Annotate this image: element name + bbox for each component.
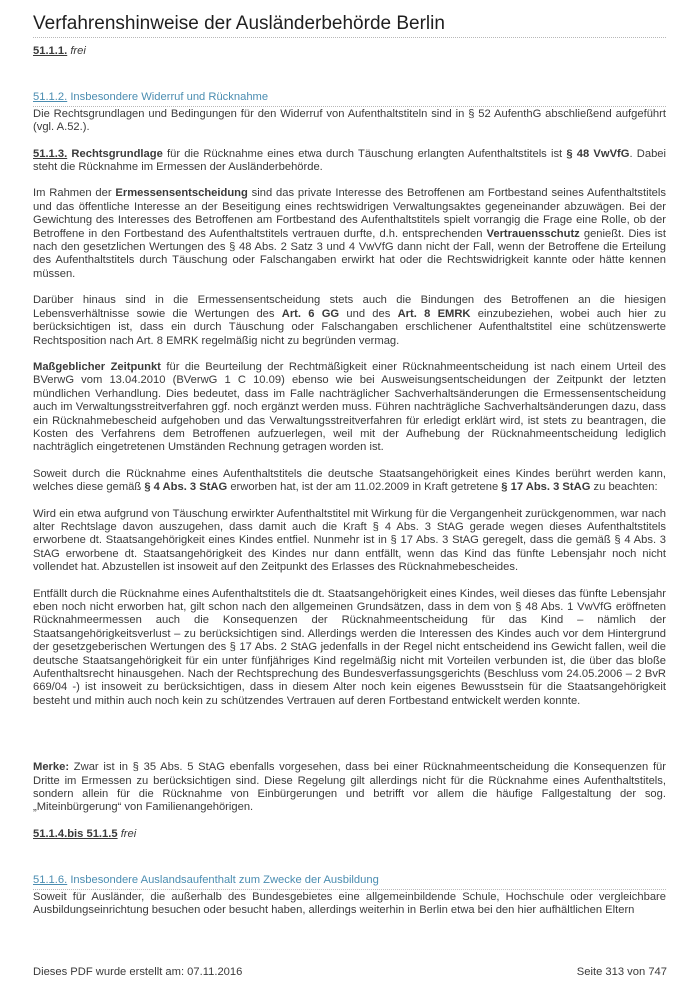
paragraph-bindungen — [33, 294, 666, 348]
paragraph-alte-rechtslage: Wird ein etwa aufgrund von Täuschung erwirkter Aufenthaltstitel mit Wirkung für die Vergangenheit zurückgenommen, war nach alter Rechtslage davon auszugehen, dass damit auch die Kraft § 4 Abs. 3 StAG gerade wegen dieses Aufenthaltstitels erworbene dt. Staatsangehörigkeit eines Kindes entfiel. Nunmehr ist in § 17 Abs. 3 StAG geregelt, dass die gemäß § 4 Abs. 3 StAG erworbene dt. Staatsangehörigkeit des Kindes nur dann entfällt, wenn das Kind das fünfte Lebensjahr noch nicht vollendet hat. Abzustellen ist insoweit auf den Zeitpunkt des Erlasses des Rücknahmebescheides. — [33, 507, 666, 574]
text-run: Darüber hinaus sind in die Ermessensentscheidung stets auch die Bindungen des Betroffenen an die hiesigen Lebensverhältnisse sowie die Wertungen des — [33, 294, 666, 320]
paragraph-widerruf: Die Rechtsgrundlagen und Bedingungen für den Widerruf von Aufenthaltstiteln sind in § 52 AufenthG abschließend aufgeführt (vgl. A.52.). — [33, 107, 666, 134]
bold-term: Maßgeblicher Zeitpunkt — [33, 360, 161, 373]
paragraph-fuenftes-lebensjahr: Entfällt durch die Rücknahme eines Aufenthaltstitels die dt. Staatsangehörigkeit eines Kindes, weil dieses das fünfte Lebensjahr eben noch nicht erworben hat, gilt schon nach den allgemeinen Grundsätzen, dass in dem von § 48 Abs. 1 VwVfG eröffneten Rücknahmeermessen auch die Konsequenzen der Rücknahmeentscheidung für das Kind – nämlich der Staatsangehörigkeitsverlust – zu berücksichtigen sind. Allerdings werden die Interessen des Kindes auch vor dem Hintergrund der gesetzgeberischen Wertungen des § 17 Abs. 2 StAG jedenfalls in der Regel nicht entscheidend ins Gewicht fallen, weil die deutsche Staatsangehörigkeit für ein unter fünfjähriges Kind regelmäßig nicht mit Vorteilen verbunden ist, die über das bloße Aufenthaltsrecht hinausgehen. Nach der Rechtsprechung des Bundesverfassungsgerichts (Beschluss vom 24.05.2006 – 2 BvR 669/04 -) ist insoweit zu berücksichtigen, dass in diesem Alter noch kein eigenes Bewusstsein für die Staatsangehörigkeit besteht und mithin auch noch kein zu schützendes Vertrauen auf deren Fortbestand entwickelt werden konnte. — [33, 587, 666, 707]
paragraph-merke — [33, 761, 666, 815]
bold-term: § 48 VwVfG — [566, 147, 630, 160]
page-title: Verfahrenshinweise der Ausländerbehörde Berlin — [33, 13, 445, 34]
text-run: Soweit durch die Rücknahme eines Aufenthaltstitels die deutsche Staatsangehörigkeit eines Kindes berührt werden kann, welches diese gemäß — [33, 467, 666, 494]
text-run: Zwar ist in § 35 Abs. 5 StAG ebenfalls vorgesehen, dass bei einer Rücknahmeentscheidung die Konsequenzen für Dritte im Ermessen zu berücksichtigen sind. Diese Regelung gilt allerdings nicht für die Rücknahme eines Aufenthaltstitels, sondern allein für die Rücknahme von Einbürgerungen und betrifft vor allem die häufige Fallgestaltung der sog. „Miteinbürgerung“ von Familienangehörigen. — [33, 761, 666, 814]
section-number[interactable]: 51.1.3. — [33, 147, 68, 160]
document-body — [33, 44, 666, 918]
bold-term: Art. 6 GG — [281, 307, 340, 320]
section-heading-text: Insbesondere Widerruf und Rücknahme — [70, 91, 269, 104]
section-number-link[interactable]: 51.1.2. — [33, 91, 68, 104]
section-number[interactable]: 51.1.1. — [33, 45, 68, 57]
section-51-1-1 — [33, 45, 666, 58]
bold-term: Vertrauensschutz — [486, 227, 580, 240]
text-run: Im Rahmen der — [33, 187, 116, 200]
text-run: und des — [339, 307, 398, 320]
section-heading-51-1-6 — [33, 874, 666, 889]
bold-term: Merke: — [33, 761, 70, 774]
text-run: . Dabei steht die Rücknahme im Ermessen der Ausländerbehörde. — [33, 147, 667, 174]
text-run: für die Beurteilung der Rechtmäßigkeit einer Rücknahmeentscheidung ist nach einem Urteil des BVerwG vom 13.04.2010 (BVerwG 1 C 10.09) ebenso wie bei Ausweisungsentscheidungen der Zeitpunkt der letzten mündlichen Verhandlung. Dies bedeutet, dass im Falle nachträglicher Sachverhaltsänderungen die Ermessensentscheidung auch im Verwaltungsstreitverfahren ggf. noch ergänzt werden muss. Führen nachträgliche Sachverhaltsänderungen dazu, dass ein Rücknahmebescheid aufgehoben und das Verwaltungsstreitverfahren für erledigt erklärt wird, ist stets zu beantragen, die Kosten des Verfahrens dem Betroffenen aufzuerlegen, weil mit der Aufhebung der Rücknahmeentscheidung lediglich nachträglich eingetretenen Umständen Rechnung getragen worden ist. — [33, 360, 666, 454]
bold-term: Art. 8 EMRK — [397, 307, 471, 320]
section-heading-51-1-2 — [33, 91, 666, 106]
text-run: erworben hat, ist der am 11.02.2009 in Kraft getretene — [227, 481, 502, 494]
paragraph-staatsangehoerigkeit — [33, 468, 666, 495]
text-run: für die Rücknahme eines etwa durch Täuschung erlangten Aufenthaltstitels ist — [162, 147, 567, 160]
paragraph-zeitpunkt — [33, 361, 666, 455]
bold-term: § 4 Abs. 3 StAG — [144, 481, 228, 494]
bold-term: § 17 Abs. 3 StAG — [501, 481, 591, 494]
paragraph-auslandsaufenthalt: Soweit für Ausländer, die außerhalb des Bundesgebietes eine allgemeinbildende Schule, Hochschule oder vergleichbare Ausbildungseinrichtung besuchen oder besucht haben, allerdings weiterhin in Berlin etwa bei den hier aufhältlichen Eltern — [33, 890, 666, 917]
section-heading-text: Insbesondere Auslandsaufenthalt zum Zwecke der Ausbildung — [70, 874, 379, 887]
text-run: einzubeziehen, wobei auch hier zu berücksichtigen ist, dass ein durch Täuschung oder Falschangaben erschlichener Aufenthaltstitel eine schützenswerte Rechtsposition nach Art. 8 EMRK regelmäßig nicht zu begründen vermag. — [33, 307, 666, 347]
paragraph-ermessen — [33, 187, 666, 281]
section-number-link[interactable]: 51.1.6. — [33, 874, 68, 887]
section-51-1-3 — [33, 148, 666, 175]
footer-page-number: Seite 313 von 747 — [576, 966, 667, 978]
text-run: genießt. Dies ist nach den gesetzlichen Wertungen des § 48 Abs. 2 Satz 3 und 4 VwVfG dann nicht der Fall, wenn der Betroffene die Erteilung des Aufenthaltstitels durch Täuschung oder Falschangaben erwirkt hat oder die Rechtswidrigkeit kannte oder hätte kennen müssen. — [33, 227, 666, 280]
text-run: zu beachten: — [590, 481, 658, 494]
header-divider — [33, 37, 666, 38]
bold-term: Rechtsgrundlage — [71, 147, 163, 160]
text-run: sind das private Interesse des Betroffenen am Fortbestand seines Aufenthaltstitels und das öffentliche Interesse an der Beseitigung eines rechtswidrigen Verwaltungsaktes gegeneinander abzuwägen. Bei der Gewichtung des Interesses des Betroffenen am Fortbestand des Aufenthaltstitels spielt vorrangig die Frage eine Rolle, ob der Betroffene in den Fortbestand des Aufenthaltstitels vertrauen durfte, d.h. entsprechenden — [33, 187, 666, 240]
section-frei-label: frei — [70, 45, 86, 57]
footer-created-date: Dieses PDF wurde erstellt am: 07.11.2016 — [33, 966, 243, 978]
section-number[interactable]: 51.1.4.bis 51.1.5 — [33, 827, 118, 840]
bold-term: Ermessensentscheidung — [115, 187, 248, 200]
section-51-1-4-bis-5 — [33, 828, 666, 841]
section-frei-label: frei — [120, 827, 137, 840]
